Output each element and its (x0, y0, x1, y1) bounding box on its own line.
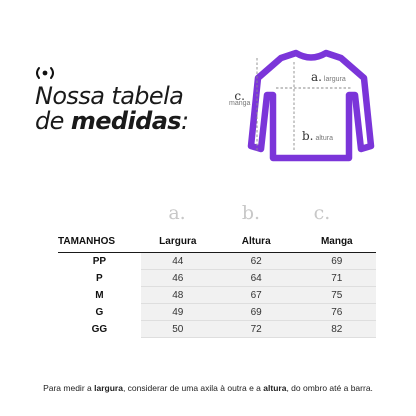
table-row (58, 253, 376, 270)
height-cell: 69 (215, 304, 298, 321)
sleeve-cell: 82 (298, 321, 376, 338)
table-row (58, 321, 376, 338)
height-label: altura (315, 135, 333, 142)
title-suffix: : (181, 107, 189, 135)
sleeve-cell: 69 (298, 253, 376, 270)
width-cell: 46 (141, 270, 215, 287)
size-cell: P (96, 272, 103, 284)
size-cell: M (95, 289, 104, 301)
width-letter: a. (311, 70, 322, 84)
size-cell: GG (91, 323, 108, 335)
sleeve-cell: 71 (298, 270, 376, 287)
table-row (58, 287, 376, 304)
header-sizes: TAMANHOS (58, 230, 141, 253)
sleeve-cell: 75 (298, 287, 376, 304)
page-title (35, 84, 235, 134)
height-cell: 62 (215, 253, 298, 270)
width-label: largura (323, 76, 346, 83)
width-annotation (311, 70, 346, 84)
column-letter-a: a. (168, 202, 186, 224)
title-bold: medidas (70, 107, 181, 135)
sleeve-label: manga (229, 100, 251, 107)
sleeve-cell: 76 (298, 304, 376, 321)
table-header-row (58, 230, 376, 253)
width-cell: 44 (141, 253, 215, 270)
height-annotation (302, 129, 333, 143)
height-letter: b. (302, 129, 314, 143)
table-row (58, 270, 376, 287)
size-table (58, 230, 376, 338)
header-height: Altura (215, 230, 298, 253)
height-cell: 64 (215, 270, 298, 287)
width-cell: 49 (141, 304, 215, 321)
sleeve-letter: c. (234, 89, 245, 103)
sleeve-annotation (229, 89, 251, 108)
title-prefix: de (35, 107, 71, 135)
note-text-3: , do ombro até a barra. (286, 383, 373, 393)
size-cell: PP (92, 255, 107, 267)
measurement-note (0, 383, 416, 393)
column-letter-b: b. (241, 202, 261, 224)
title-line-1: Nossa tabela (35, 82, 184, 110)
width-cell: 48 (141, 287, 215, 304)
column-letter-c: c. (313, 202, 331, 224)
header-sleeve: Manga (298, 230, 376, 253)
note-bold-width: largura (94, 383, 123, 393)
table-row (58, 304, 376, 321)
height-cell: 67 (215, 287, 298, 304)
size-cell: G (95, 306, 104, 318)
note-text-2: , considerar de uma axila à outra e a (122, 383, 264, 393)
note-text-1: Para medir a (43, 383, 95, 393)
sound-broadcast-icon (34, 66, 56, 80)
width-cell: 50 (141, 321, 215, 338)
height-cell: 72 (215, 321, 298, 338)
title-line-2 (35, 109, 235, 134)
header-width: Largura (141, 230, 215, 253)
note-bold-height: altura (263, 383, 287, 393)
